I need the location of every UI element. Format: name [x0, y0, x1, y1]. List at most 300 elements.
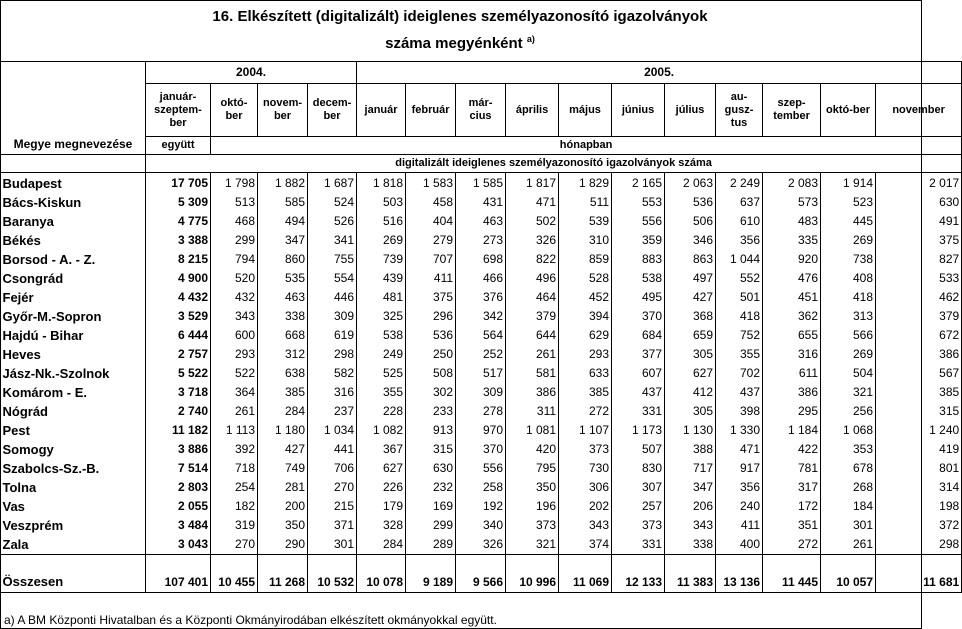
table-title: [0, 6, 920, 55]
month-value: 261: [821, 535, 876, 555]
month-value: 471: [716, 440, 763, 459]
month-value: 373: [559, 440, 612, 459]
month-value: 321: [506, 535, 559, 555]
month-value: 228: [357, 402, 406, 421]
month-value: 386: [763, 383, 821, 402]
month-value: 525: [357, 364, 406, 383]
month-value: 466: [456, 269, 506, 288]
month-value: 375: [406, 288, 456, 307]
month-value: 298: [308, 345, 357, 364]
month-value: 630: [876, 193, 962, 212]
month-value: 582: [308, 364, 357, 383]
month-value: 350: [258, 516, 308, 535]
month-value: 371: [308, 516, 357, 535]
month-value: 269: [821, 345, 876, 364]
month-header: októ-ber: [821, 84, 876, 137]
month-value: 1 068: [821, 421, 876, 440]
month-value: 9 566: [456, 555, 506, 593]
month-value: 1 687: [308, 173, 357, 194]
month-value: 419: [876, 440, 962, 459]
month-value: 553: [612, 193, 665, 212]
month-value: 481: [357, 288, 406, 307]
month-value: 437: [612, 383, 665, 402]
month-value: 355: [716, 345, 763, 364]
month-value: 1 914: [821, 173, 876, 194]
month-value: 290: [258, 535, 308, 555]
month-value: 249: [357, 345, 406, 364]
month-value: 552: [716, 269, 763, 288]
month-value: 702: [716, 364, 763, 383]
table-row: [1, 383, 962, 402]
month-value: 513: [211, 193, 258, 212]
together-value: 11 182: [146, 421, 211, 440]
month-value: 827: [876, 250, 962, 269]
month-value: 520: [211, 269, 258, 288]
month-value: 1 882: [258, 173, 308, 194]
month-value: 468: [211, 212, 258, 231]
together-value: 4 432: [146, 288, 211, 307]
month-value: 284: [357, 535, 406, 555]
month-value: 338: [665, 535, 716, 555]
together-header: január-szeptem-ber: [146, 84, 211, 137]
month-value: 755: [308, 250, 357, 269]
month-value: 319: [211, 516, 258, 535]
together-value: 4 900: [146, 269, 211, 288]
month-value: 1 330: [716, 421, 763, 440]
month-value: 179: [357, 497, 406, 516]
month-value: 659: [665, 326, 716, 345]
month-value: 350: [506, 478, 559, 497]
month-header: május: [559, 84, 612, 137]
month-value: 506: [665, 212, 716, 231]
month-value: 655: [763, 326, 821, 345]
county-name: Szabolcs-Sz.-B.: [1, 459, 146, 478]
month-header: július: [665, 84, 716, 137]
month-value: 508: [406, 364, 456, 383]
month-value: 298: [876, 535, 962, 555]
together-value: 6 444: [146, 326, 211, 345]
county-name: Hajdú - Bihar: [1, 326, 146, 345]
county-name: Borsod - A. - Z.: [1, 250, 146, 269]
title-line-2-text: száma megyénként: [385, 35, 523, 52]
month-value: 351: [763, 516, 821, 535]
month-value: 516: [357, 212, 406, 231]
month-header: novem-ber: [258, 84, 308, 137]
month-value: 370: [612, 307, 665, 326]
month-header: már-cius: [456, 84, 506, 137]
month-value: 497: [665, 269, 716, 288]
together-value: 5 522: [146, 364, 211, 383]
month-value: 1 829: [559, 173, 612, 194]
month-value: 427: [258, 440, 308, 459]
county-name: Békés: [1, 231, 146, 250]
title-footnote-marker: a): [526, 34, 535, 44]
month-header: szep-tember: [763, 84, 821, 137]
header-row-months: [1, 84, 962, 137]
month-value: 524: [308, 193, 357, 212]
month-value: 432: [211, 288, 258, 307]
month-value: 11 681: [876, 555, 962, 593]
month-value: 446: [308, 288, 357, 307]
title-line-1: 16. Elkészített (digitalizált) ideiglenes személyazonosító igazolványok: [212, 8, 708, 25]
month-value: 630: [406, 459, 456, 478]
month-value: 483: [763, 212, 821, 231]
month-value: 501: [716, 288, 763, 307]
month-value: 445: [821, 212, 876, 231]
month-value: 232: [406, 478, 456, 497]
table-row: [1, 288, 962, 307]
month-value: 491: [876, 212, 962, 231]
month-value: 422: [763, 440, 821, 459]
month-value: 293: [211, 345, 258, 364]
month-value: 400: [716, 535, 763, 555]
county-name: Fejér: [1, 288, 146, 307]
month-value: 261: [506, 345, 559, 364]
month-value: 196: [506, 497, 559, 516]
month-value: 585: [258, 193, 308, 212]
data-table: [0, 61, 962, 593]
month-value: 281: [258, 478, 308, 497]
month-value: 494: [258, 212, 308, 231]
county-name: Vas: [1, 497, 146, 516]
month-value: 331: [612, 402, 665, 421]
month-value: 261: [211, 402, 258, 421]
month-value: 376: [456, 288, 506, 307]
month-value: 1 585: [456, 173, 506, 194]
month-value: 206: [665, 497, 716, 516]
together-value: 5 309: [146, 193, 211, 212]
month-value: 388: [665, 440, 716, 459]
month-value: 370: [456, 440, 506, 459]
month-value: 795: [506, 459, 559, 478]
month-value: 441: [308, 440, 357, 459]
month-value: 10 532: [308, 555, 357, 593]
county-name: Heves: [1, 345, 146, 364]
month-value: 257: [612, 497, 665, 516]
month-value: 730: [559, 459, 612, 478]
year-2004-header: 2004.: [146, 62, 357, 84]
county-name: Komárom - E.: [1, 383, 146, 402]
month-value: 12 133: [612, 555, 665, 593]
month-header: decem-ber: [308, 84, 357, 137]
table-row: [1, 516, 962, 535]
month-value: 385: [258, 383, 308, 402]
month-value: 385: [559, 383, 612, 402]
month-value: 315: [876, 402, 962, 421]
month-value: 528: [559, 269, 612, 288]
month-value: 198: [876, 497, 962, 516]
month-value: 420: [506, 440, 559, 459]
together-value: 3 388: [146, 231, 211, 250]
table-row: [1, 345, 962, 364]
month-value: 374: [559, 535, 612, 555]
month-value: 311: [506, 402, 559, 421]
month-value: 302: [406, 383, 456, 402]
month-value: 439: [357, 269, 406, 288]
month-value: 372: [876, 516, 962, 535]
month-value: 1 081: [506, 421, 559, 440]
together-value: 2 803: [146, 478, 211, 497]
month-value: 270: [211, 535, 258, 555]
month-value: 394: [559, 307, 612, 326]
month-value: 10 078: [357, 555, 406, 593]
month-value: 717: [665, 459, 716, 478]
month-value: 215: [308, 497, 357, 516]
month-value: 536: [665, 193, 716, 212]
month-value: 315: [406, 440, 456, 459]
month-value: 523: [821, 193, 876, 212]
month-value: 1 184: [763, 421, 821, 440]
month-value: 431: [456, 193, 506, 212]
month-value: 556: [456, 459, 506, 478]
month-value: 504: [821, 364, 876, 383]
month-value: 305: [665, 345, 716, 364]
month-value: 192: [456, 497, 506, 516]
month-value: 418: [821, 288, 876, 307]
month-value: 307: [612, 478, 665, 497]
month-value: 463: [258, 288, 308, 307]
together-value: 3 484: [146, 516, 211, 535]
month-value: 254: [211, 478, 258, 497]
month-value: 412: [665, 383, 716, 402]
month-value: 573: [763, 193, 821, 212]
month-value: 554: [308, 269, 357, 288]
month-value: 299: [406, 516, 456, 535]
month-value: 678: [821, 459, 876, 478]
month-value: 367: [357, 440, 406, 459]
month-value: 9 189: [406, 555, 456, 593]
month-value: 581: [506, 364, 559, 383]
month-value: 386: [506, 383, 559, 402]
month-value: 338: [258, 307, 308, 326]
month-value: 471: [506, 193, 559, 212]
month-value: 317: [763, 478, 821, 497]
month-value: 331: [612, 535, 665, 555]
month-value: 328: [357, 516, 406, 535]
table-row: [1, 535, 962, 555]
month-value: 355: [357, 383, 406, 402]
month-value: 920: [763, 250, 821, 269]
month-value: 739: [357, 250, 406, 269]
month-value: 611: [763, 364, 821, 383]
header-row-units: [1, 155, 962, 173]
month-value: 312: [258, 345, 308, 364]
county-header: Megye megnevezése: [1, 62, 146, 155]
month-value: 781: [763, 459, 821, 478]
month-value: 672: [876, 326, 962, 345]
month-value: 2 165: [612, 173, 665, 194]
month-value: 517: [456, 364, 506, 383]
month-value: 507: [612, 440, 665, 459]
month-value: 273: [456, 231, 506, 250]
county-name: Zala: [1, 535, 146, 555]
table-row: [1, 440, 962, 459]
month-value: 310: [559, 231, 612, 250]
month-value: 463: [456, 212, 506, 231]
table-row: [1, 193, 962, 212]
month-value: 801: [876, 459, 962, 478]
month-value: 379: [876, 307, 962, 326]
month-value: 427: [665, 288, 716, 307]
together-value: 3 529: [146, 307, 211, 326]
month-value: 309: [308, 307, 357, 326]
county-name: Tolna: [1, 478, 146, 497]
table-body: [1, 173, 962, 593]
month-value: 240: [716, 497, 763, 516]
month-value: 325: [357, 307, 406, 326]
month-header: április: [506, 84, 559, 137]
county-name: Összesen: [1, 555, 146, 593]
together-value: 8 215: [146, 250, 211, 269]
month-value: 10 996: [506, 555, 559, 593]
county-name: Baranya: [1, 212, 146, 231]
month-value: 2 083: [763, 173, 821, 194]
month-value: 1 798: [211, 173, 258, 194]
month-value: 1 817: [506, 173, 559, 194]
month-value: 305: [665, 402, 716, 421]
together-value: 2 055: [146, 497, 211, 516]
month-value: 385: [876, 383, 962, 402]
month-value: 913: [406, 421, 456, 440]
month-value: 684: [612, 326, 665, 345]
title-line-2: [0, 28, 920, 55]
month-value: 316: [308, 383, 357, 402]
month-value: 496: [506, 269, 559, 288]
month-value: 343: [211, 307, 258, 326]
header-row-period: [1, 137, 962, 155]
month-value: 301: [821, 516, 876, 535]
table-row: [1, 459, 962, 478]
month-value: 326: [456, 535, 506, 555]
month-value: 418: [716, 307, 763, 326]
month-value: 284: [258, 402, 308, 421]
month-value: 538: [612, 269, 665, 288]
month-value: 564: [456, 326, 506, 345]
together-value: 2 757: [146, 345, 211, 364]
month-value: 476: [763, 269, 821, 288]
month-value: 644: [506, 326, 559, 345]
month-value: 539: [559, 212, 612, 231]
month-value: 411: [716, 516, 763, 535]
monthly-header: hónapban: [211, 137, 962, 155]
month-value: 182: [211, 497, 258, 516]
month-value: 279: [406, 231, 456, 250]
table-row: [1, 326, 962, 345]
month-value: 268: [821, 478, 876, 497]
month-value: 340: [456, 516, 506, 535]
table-row: [1, 307, 962, 326]
month-value: 2 017: [876, 173, 962, 194]
month-value: 706: [308, 459, 357, 478]
month-value: 13 136: [716, 555, 763, 593]
month-value: 347: [665, 478, 716, 497]
together-value: 3 718: [146, 383, 211, 402]
units-header: digitalizált ideiglenes személyazonosító igazolványok száma: [146, 155, 962, 173]
month-value: 10 455: [211, 555, 258, 593]
together-value: 3 886: [146, 440, 211, 459]
together-value: 107 401: [146, 555, 211, 593]
month-value: 386: [876, 345, 962, 364]
month-value: 347: [258, 231, 308, 250]
month-value: 200: [258, 497, 308, 516]
month-value: 1 180: [258, 421, 308, 440]
month-value: 619: [308, 326, 357, 345]
month-value: 535: [258, 269, 308, 288]
month-value: 859: [559, 250, 612, 269]
month-value: 638: [258, 364, 308, 383]
month-value: 1 130: [665, 421, 716, 440]
total-row: [1, 555, 962, 593]
month-value: 375: [876, 231, 962, 250]
month-header: június: [612, 84, 665, 137]
month-value: 511: [559, 193, 612, 212]
month-value: 11 069: [559, 555, 612, 593]
together-value: 4 775: [146, 212, 211, 231]
month-value: 377: [612, 345, 665, 364]
month-value: 11 383: [665, 555, 716, 593]
month-header: január: [357, 84, 406, 137]
month-value: 356: [716, 231, 763, 250]
month-header: au-gusz-tus: [716, 84, 763, 137]
header-row-years: [1, 62, 962, 84]
units-spacer: [1, 155, 146, 173]
month-value: 610: [716, 212, 763, 231]
month-value: 343: [665, 516, 716, 535]
month-value: 335: [763, 231, 821, 250]
month-value: 359: [612, 231, 665, 250]
month-value: 556: [612, 212, 665, 231]
month-value: 526: [308, 212, 357, 231]
month-value: 301: [308, 535, 357, 555]
month-value: 258: [456, 478, 506, 497]
month-value: 343: [559, 516, 612, 535]
month-value: 341: [308, 231, 357, 250]
month-value: 270: [308, 478, 357, 497]
month-value: 11 445: [763, 555, 821, 593]
month-value: 364: [211, 383, 258, 402]
table-row: [1, 364, 962, 383]
month-value: 1 107: [559, 421, 612, 440]
county-name: Veszprém: [1, 516, 146, 535]
month-value: 495: [612, 288, 665, 307]
month-value: 408: [821, 269, 876, 288]
month-value: 379: [506, 307, 559, 326]
month-value: 184: [821, 497, 876, 516]
county-name: Pest: [1, 421, 146, 440]
month-value: 342: [456, 307, 506, 326]
table-row: [1, 269, 962, 288]
month-value: 295: [763, 402, 821, 421]
month-value: 313: [821, 307, 876, 326]
month-header: november: [876, 84, 962, 137]
month-header: február: [406, 84, 456, 137]
month-value: 637: [716, 193, 763, 212]
together-value: 3 043: [146, 535, 211, 555]
month-value: 533: [876, 269, 962, 288]
month-value: 237: [308, 402, 357, 421]
month-value: 707: [406, 250, 456, 269]
month-value: 522: [211, 364, 258, 383]
table-row: [1, 212, 962, 231]
table-row: [1, 250, 962, 269]
month-value: 269: [357, 231, 406, 250]
together-value: 2 740: [146, 402, 211, 421]
month-value: 11 268: [258, 555, 308, 593]
county-name: Budapest: [1, 173, 146, 194]
month-value: 373: [612, 516, 665, 535]
month-value: 2 063: [665, 173, 716, 194]
month-value: 794: [211, 250, 258, 269]
